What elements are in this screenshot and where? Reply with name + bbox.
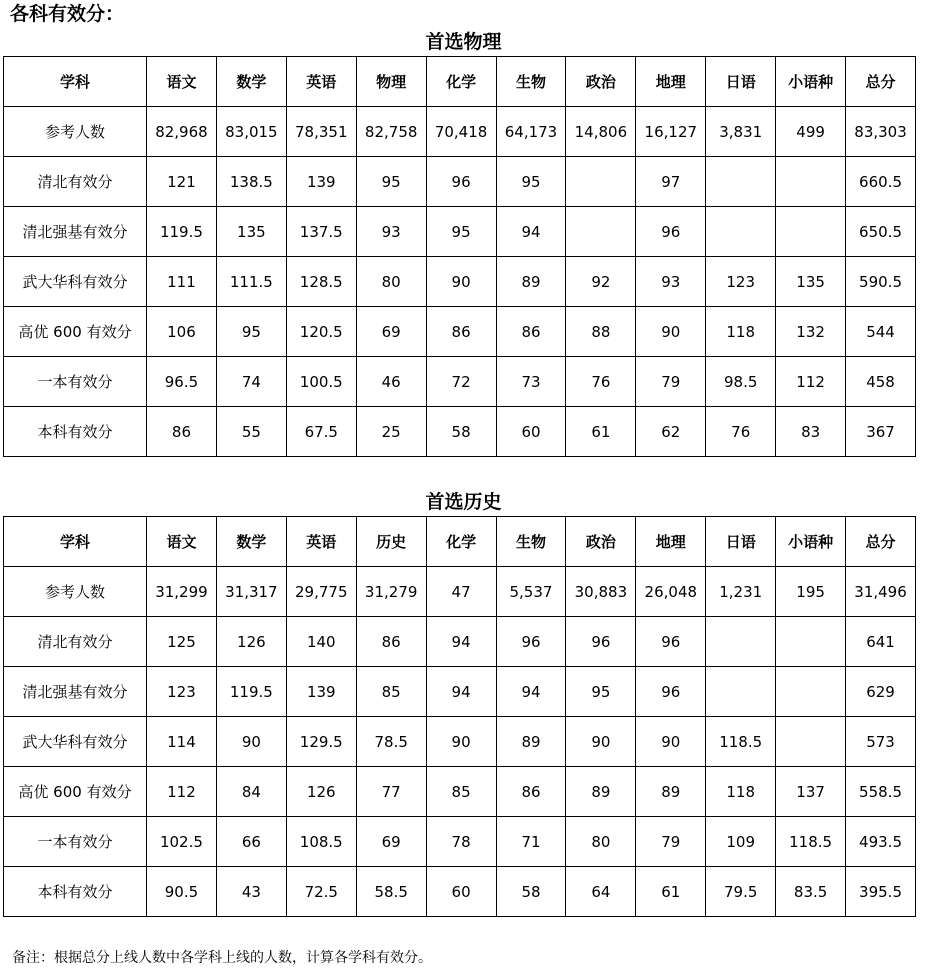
page-heading: 各科有效分：	[10, 3, 125, 25]
table-cell: 120.5	[286, 307, 356, 357]
score-table-physics	[3, 56, 916, 457]
table-cell: 26,048	[636, 567, 706, 617]
table-cell: 74	[216, 357, 286, 407]
table-cell: 31,317	[216, 567, 286, 617]
table-cell: 29,775	[286, 567, 356, 617]
table-cell: 31,496	[846, 567, 916, 617]
table-cell: 31,299	[147, 567, 217, 617]
score-table-history	[3, 516, 916, 917]
table-cell: 83	[776, 407, 846, 457]
table-cell: 135	[776, 257, 846, 307]
table-cell: 90.5	[147, 867, 217, 917]
table-cell: 499	[776, 107, 846, 157]
table-cell: 71	[496, 817, 566, 867]
table-cell: 139	[286, 157, 356, 207]
table-cell: 96	[566, 617, 636, 667]
table-cell: 73	[496, 357, 566, 407]
column-header: 日语	[706, 517, 776, 567]
table-cell: 137	[776, 767, 846, 817]
table-cell: 112	[776, 357, 846, 407]
table-cell: 95	[426, 207, 496, 257]
column-header: 历史	[356, 517, 426, 567]
column-header: 日语	[706, 57, 776, 107]
table-cell: 135	[216, 207, 286, 257]
table-cell: 95	[216, 307, 286, 357]
row-label: 参考人数	[4, 107, 147, 157]
table-title-physics: 首选物理	[425, 31, 502, 53]
table-cell: 66	[216, 817, 286, 867]
table-cell: 93	[636, 257, 706, 307]
table-cell	[776, 207, 846, 257]
table-cell: 90	[426, 257, 496, 307]
table-cell: 78	[426, 817, 496, 867]
table-row	[4, 617, 916, 667]
table-cell: 70,418	[426, 107, 496, 157]
table-cell: 55	[216, 407, 286, 457]
table-cell: 76	[706, 407, 776, 457]
table-cell: 139	[286, 667, 356, 717]
table-cell: 114	[147, 717, 217, 767]
table-cell: 89	[496, 257, 566, 307]
column-header: 数学	[216, 517, 286, 567]
table-cell	[706, 157, 776, 207]
table-cell: 14,806	[566, 107, 636, 157]
table-cell: 90	[566, 717, 636, 767]
table-cell: 558.5	[846, 767, 916, 817]
table-cell: 83,303	[846, 107, 916, 157]
table-cell: 90	[636, 307, 706, 357]
column-header: 学科	[4, 517, 147, 567]
table-cell: 493.5	[846, 817, 916, 867]
table-cell: 25	[356, 407, 426, 457]
table-cell: 72	[426, 357, 496, 407]
table-cell: 16,127	[636, 107, 706, 157]
row-label: 一本有效分	[4, 817, 147, 867]
table-cell	[776, 157, 846, 207]
table-row	[4, 717, 916, 767]
table-title-history: 首选历史	[425, 491, 502, 513]
table-cell: 5,537	[496, 567, 566, 617]
table-cell: 93	[356, 207, 426, 257]
table-row	[4, 357, 916, 407]
table-cell: 641	[846, 617, 916, 667]
row-label: 高优 600 有效分	[4, 767, 147, 817]
table-header-row	[4, 57, 916, 107]
table-cell: 102.5	[147, 817, 217, 867]
table-cell: 119.5	[216, 667, 286, 717]
table-cell: 69	[356, 817, 426, 867]
table-cell: 96.5	[147, 357, 217, 407]
table-cell: 128.5	[286, 257, 356, 307]
table-row	[4, 207, 916, 257]
table-cell: 108.5	[286, 817, 356, 867]
table-cell: 118.5	[706, 717, 776, 767]
table-cell: 100.5	[286, 357, 356, 407]
table-cell: 660.5	[846, 157, 916, 207]
table-cell: 95	[496, 157, 566, 207]
table-cell: 78,351	[286, 107, 356, 157]
table-cell: 112	[147, 767, 217, 817]
footnote: 备注：根据总分上线人数中各学科上线的人数，计算各学科有效分。	[12, 950, 432, 966]
table-cell: 125	[147, 617, 217, 667]
table-cell: 96	[636, 617, 706, 667]
table-cell: 94	[426, 667, 496, 717]
table-cell: 89	[636, 767, 706, 817]
column-header: 总分	[846, 517, 916, 567]
table-cell: 82,758	[356, 107, 426, 157]
table-cell	[776, 717, 846, 767]
table-cell: 62	[636, 407, 706, 457]
table-cell: 82,968	[147, 107, 217, 157]
column-header: 政治	[566, 517, 636, 567]
table-cell: 126	[216, 617, 286, 667]
table-cell	[776, 667, 846, 717]
table-cell: 94	[496, 667, 566, 717]
row-label: 本科有效分	[4, 407, 147, 457]
table-cell: 90	[636, 717, 706, 767]
table-cell: 58	[496, 867, 566, 917]
table-cell: 119.5	[147, 207, 217, 257]
table-cell: 109	[706, 817, 776, 867]
table-cell: 86	[496, 307, 566, 357]
table-cell: 80	[356, 257, 426, 307]
table-cell: 90	[216, 717, 286, 767]
table-cell: 94	[496, 207, 566, 257]
table-cell: 629	[846, 667, 916, 717]
table-cell: 86	[356, 617, 426, 667]
table-row	[4, 407, 916, 457]
table-cell: 83.5	[776, 867, 846, 917]
row-label: 参考人数	[4, 567, 147, 617]
table-cell: 118.5	[776, 817, 846, 867]
table-row	[4, 867, 916, 917]
column-header: 化学	[426, 517, 496, 567]
table-cell: 86	[147, 407, 217, 457]
table-cell: 195	[776, 567, 846, 617]
table-cell: 60	[496, 407, 566, 457]
row-label: 武大华科有效分	[4, 717, 147, 767]
table-cell	[566, 157, 636, 207]
table-cell: 30,883	[566, 567, 636, 617]
row-label: 清北有效分	[4, 157, 147, 207]
table-cell: 64,173	[496, 107, 566, 157]
row-label: 本科有效分	[4, 867, 147, 917]
row-label: 清北强基有效分	[4, 667, 147, 717]
table-cell: 47	[426, 567, 496, 617]
table-cell: 132	[776, 307, 846, 357]
table-cell: 395.5	[846, 867, 916, 917]
row-label: 清北有效分	[4, 617, 147, 667]
row-label: 高优 600 有效分	[4, 307, 147, 357]
table-cell	[706, 207, 776, 257]
table-cell: 58	[426, 407, 496, 457]
table-cell: 97	[636, 157, 706, 207]
table-cell: 88	[566, 307, 636, 357]
column-header: 政治	[566, 57, 636, 107]
table-cell: 31,279	[356, 567, 426, 617]
column-header: 总分	[846, 57, 916, 107]
table-row	[4, 767, 916, 817]
column-header: 语文	[147, 57, 217, 107]
table-cell: 92	[566, 257, 636, 307]
table-cell: 79	[636, 357, 706, 407]
table-cell: 95	[356, 157, 426, 207]
table-cell: 138.5	[216, 157, 286, 207]
table-cell: 84	[216, 767, 286, 817]
table-cell: 79.5	[706, 867, 776, 917]
table-cell: 67.5	[286, 407, 356, 457]
table-cell: 60	[426, 867, 496, 917]
table-cell: 111	[147, 257, 217, 307]
table-cell: 86	[496, 767, 566, 817]
table-row	[4, 257, 916, 307]
table-cell: 61	[566, 407, 636, 457]
table-cell: 77	[356, 767, 426, 817]
table-cell: 123	[147, 667, 217, 717]
table-cell	[706, 667, 776, 717]
table-row	[4, 667, 916, 717]
table-cell: 69	[356, 307, 426, 357]
column-header: 化学	[426, 57, 496, 107]
table-row	[4, 157, 916, 207]
table-cell: 85	[356, 667, 426, 717]
table-cell: 96	[636, 667, 706, 717]
table-cell: 96	[496, 617, 566, 667]
column-header: 地理	[636, 57, 706, 107]
table-cell: 544	[846, 307, 916, 357]
table-cell: 78.5	[356, 717, 426, 767]
column-header: 小语种	[776, 57, 846, 107]
table-cell	[776, 617, 846, 667]
table-cell: 118	[706, 307, 776, 357]
table-cell: 94	[426, 617, 496, 667]
column-header: 物理	[356, 57, 426, 107]
table-cell: 129.5	[286, 717, 356, 767]
table-cell: 458	[846, 357, 916, 407]
table-cell: 590.5	[846, 257, 916, 307]
table-cell: 96	[636, 207, 706, 257]
table-cell: 58.5	[356, 867, 426, 917]
column-header: 英语	[286, 517, 356, 567]
table-cell: 72.5	[286, 867, 356, 917]
row-label: 武大华科有效分	[4, 257, 147, 307]
table-cell	[566, 207, 636, 257]
table-row	[4, 567, 916, 617]
table-row	[4, 307, 916, 357]
row-label: 清北强基有效分	[4, 207, 147, 257]
column-header: 小语种	[776, 517, 846, 567]
table-cell: 79	[636, 817, 706, 867]
table-cell: 76	[566, 357, 636, 407]
table-header-row	[4, 517, 916, 567]
table-cell: 573	[846, 717, 916, 767]
table-cell: 1,231	[706, 567, 776, 617]
table-cell: 3,831	[706, 107, 776, 157]
table-cell: 111.5	[216, 257, 286, 307]
table-cell: 106	[147, 307, 217, 357]
table-cell: 86	[426, 307, 496, 357]
table-cell: 43	[216, 867, 286, 917]
table-cell: 367	[846, 407, 916, 457]
table-cell: 98.5	[706, 357, 776, 407]
table-cell: 121	[147, 157, 217, 207]
row-label: 一本有效分	[4, 357, 147, 407]
table-row	[4, 817, 916, 867]
table-cell: 123	[706, 257, 776, 307]
table-cell: 46	[356, 357, 426, 407]
table-cell: 650.5	[846, 207, 916, 257]
table-cell: 61	[636, 867, 706, 917]
table-cell: 64	[566, 867, 636, 917]
table-cell: 96	[426, 157, 496, 207]
column-header: 生物	[496, 517, 566, 567]
table-cell: 85	[426, 767, 496, 817]
table-cell: 140	[286, 617, 356, 667]
column-header: 数学	[216, 57, 286, 107]
column-header: 英语	[286, 57, 356, 107]
table-cell: 89	[496, 717, 566, 767]
table-cell: 90	[426, 717, 496, 767]
table-cell: 126	[286, 767, 356, 817]
table-cell: 89	[566, 767, 636, 817]
table-cell	[706, 617, 776, 667]
table-row	[4, 107, 916, 157]
column-header: 学科	[4, 57, 147, 107]
column-header: 语文	[147, 517, 217, 567]
table-cell: 118	[706, 767, 776, 817]
table-cell: 137.5	[286, 207, 356, 257]
column-header: 地理	[636, 517, 706, 567]
table-cell: 95	[566, 667, 636, 717]
table-cell: 83,015	[216, 107, 286, 157]
column-header: 生物	[496, 57, 566, 107]
table-cell: 80	[566, 817, 636, 867]
